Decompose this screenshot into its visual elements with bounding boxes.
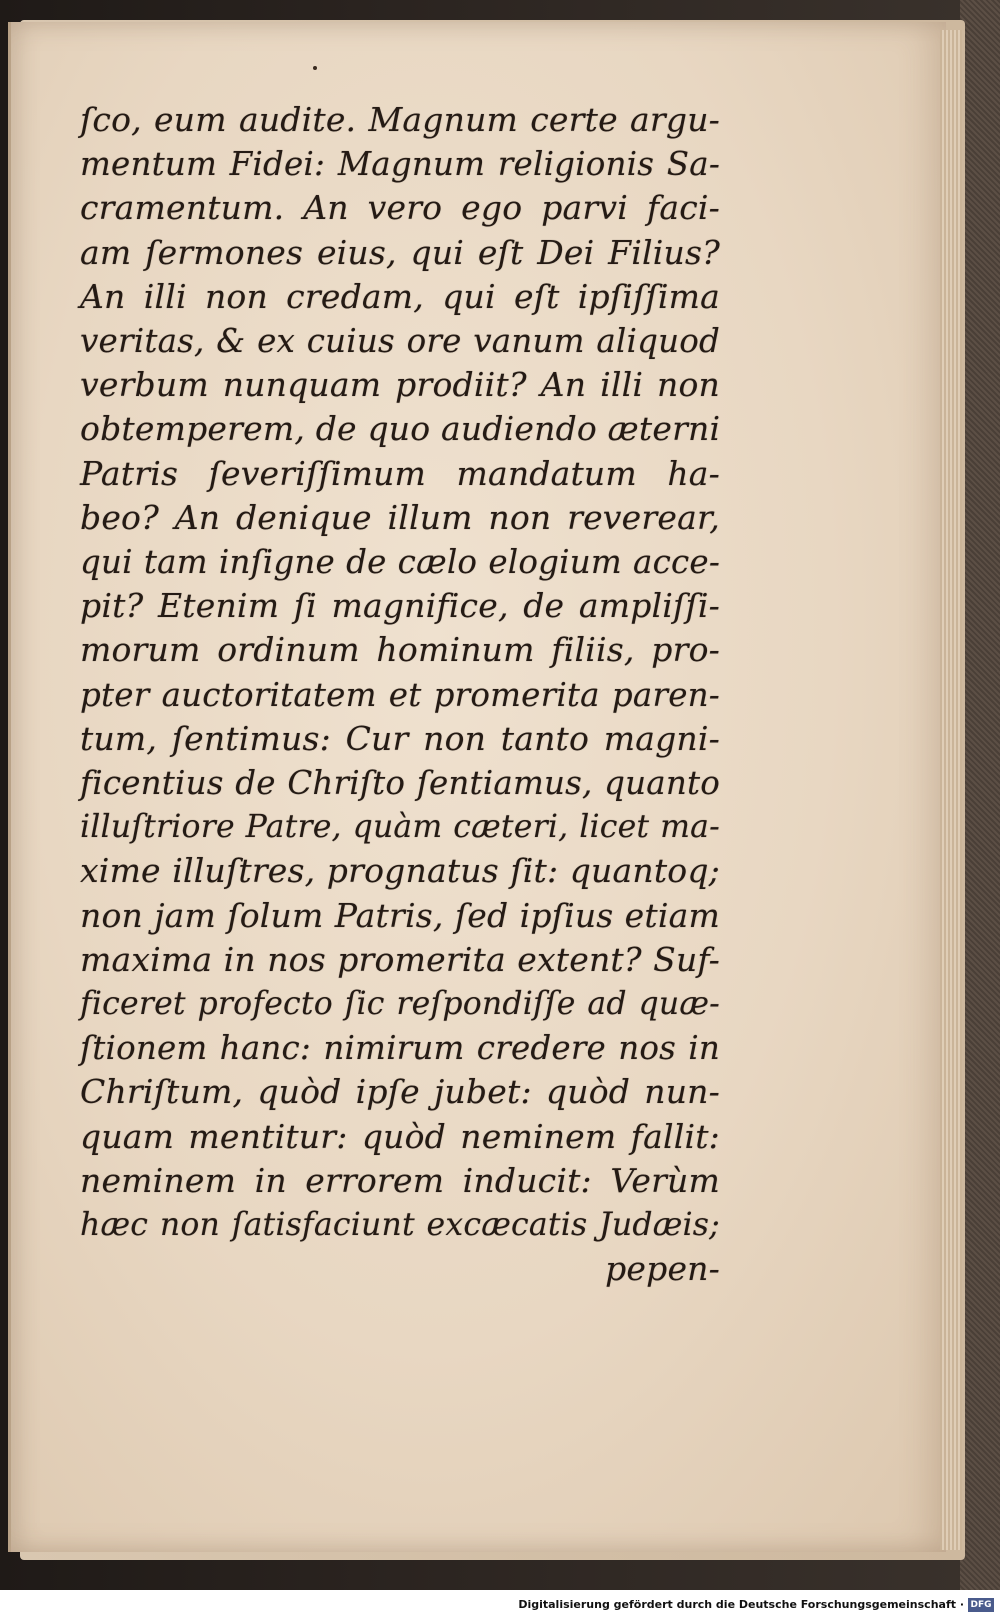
text-line: neminem in errorem inducit: Verùm [80, 1160, 720, 1200]
dfg-logo: DFG [968, 1598, 994, 1612]
text-line: hæc non ſatisfaciunt excæcatis Judæis; [80, 1207, 720, 1244]
text-line: non jam ſolum Patris, ſed ipſius etiam [80, 895, 720, 935]
digitization-credit: Digitalisierung gefördert durch die Deutsche Forschungsgemeinschaft · [518, 1598, 964, 1611]
text-line: tum, ſentimus: Cur non tanto magni- [80, 718, 720, 758]
text-line: veritas, & ex cuius ore vanum aliquod [80, 322, 720, 361]
text-line: beo? An denique illum non reverear, [80, 497, 720, 537]
page-text-block [80, 98, 720, 1291]
text-line: pit? Etenim ſi magnifice, de ampliſſi- [80, 586, 720, 626]
text-line: ſco, eum audite. Magnum certe argu- [80, 100, 720, 139]
text-line: mentum Fidei: Magnum religionis Sa- [80, 145, 720, 184]
fabric-backdrop [960, 0, 1000, 1590]
text-line: morum ordinum hominum filiis, pro- [80, 630, 720, 670]
text-line: ficentius de Chriſto ſentiamus, quanto [80, 764, 720, 803]
catchword: pepen- [605, 1249, 720, 1289]
text-line: illuſtriore Patre, quàm cæteri, licet ma- [80, 809, 720, 846]
ink-speck [313, 66, 317, 70]
text-line: ficeret profecto ſic reſpondiſſe ad quæ- [80, 986, 720, 1023]
text-line: am ſermones eius, qui eſt Dei Filius? [80, 232, 720, 272]
text-line: xime illuſtres, prognatus ſit: quantoq; [80, 851, 720, 891]
text-line: quam mentitur: quòd neminem fallit: [80, 1116, 720, 1156]
text-line: Chriſtum, quòd ipſe jubet: quòd nun- [80, 1072, 720, 1112]
text-line: pter auctoritatem et promerita paren- [80, 675, 720, 714]
text-line: maxima in nos promerita extent? Suf- [80, 939, 720, 979]
page-edges [940, 30, 962, 1550]
text-line: Patris ſeveriſſimum mandatum ha- [80, 453, 720, 493]
text-line: obtemperem, de quo audiendo æterni [80, 409, 721, 449]
text-line: An illi non credam, qui eſt ipſiſſima [80, 276, 720, 316]
footer-bar [0, 1590, 1000, 1616]
text-line: cramentum. An vero ego parvi faci- [80, 188, 720, 228]
text-line: ſtionem hanc: nimirum credere nos in [80, 1029, 720, 1068]
text-line: qui tam inſigne de cælo elogium acce- [80, 543, 720, 582]
text-line: verbum nunquam prodiit? An illi non [80, 365, 720, 405]
